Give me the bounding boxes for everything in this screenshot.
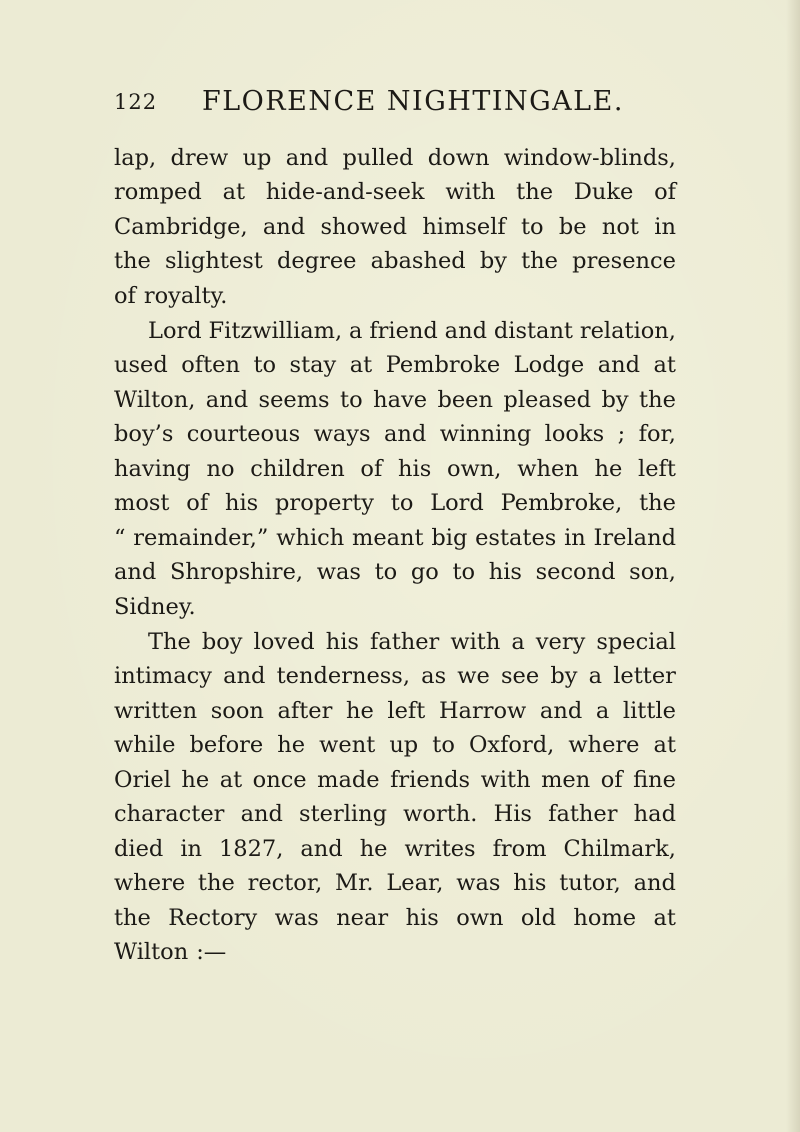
- text-line: [114, 246, 676, 276]
- word: Lord: [430, 490, 484, 516]
- word: at: [349, 352, 373, 378]
- word: father: [548, 801, 618, 827]
- page-number: 122: [114, 90, 158, 114]
- word: boy’s: [114, 421, 174, 447]
- word: we: [457, 663, 490, 689]
- word: hide-and-seek: [265, 179, 425, 205]
- text-line: [114, 419, 676, 449]
- word: and: [262, 214, 306, 240]
- word: of: [360, 456, 383, 482]
- word: showed: [320, 214, 408, 240]
- word: pleased: [503, 387, 592, 413]
- word: fine: [633, 767, 676, 793]
- word: and: [300, 836, 343, 862]
- word: to: [452, 559, 476, 585]
- word: property: [275, 490, 374, 516]
- word: having: [114, 456, 191, 482]
- word: before: [189, 732, 264, 758]
- word: while: [114, 732, 176, 758]
- word: down: [427, 145, 490, 171]
- word: of: [114, 283, 136, 309]
- word: slightest: [165, 248, 263, 274]
- word: ;: [617, 421, 626, 447]
- word: as: [421, 663, 447, 689]
- word: he: [277, 732, 306, 758]
- word: ways: [313, 421, 371, 447]
- text-line: [114, 177, 676, 207]
- word: his: [405, 905, 439, 931]
- word: left: [387, 698, 426, 724]
- word: relation,: [579, 318, 676, 344]
- text-line: [114, 696, 676, 726]
- word: Cambridge,: [114, 214, 248, 240]
- word: no: [206, 456, 235, 482]
- text-line: [114, 350, 676, 380]
- word: to: [390, 490, 414, 516]
- word: Rectory: [168, 905, 258, 931]
- word: up: [242, 145, 272, 171]
- text-line: [114, 281, 235, 311]
- word: and: [383, 421, 427, 447]
- word: big: [431, 525, 468, 551]
- text-line: [148, 627, 676, 657]
- word: distant: [493, 318, 573, 344]
- word: he: [345, 698, 374, 724]
- word: to: [374, 559, 398, 585]
- text-line: [114, 834, 676, 864]
- word: in: [564, 525, 586, 551]
- word: intimacy: [114, 663, 212, 689]
- word: the: [639, 490, 676, 516]
- word: estates: [475, 525, 557, 551]
- word: at: [653, 905, 676, 931]
- word: “: [114, 525, 126, 551]
- text-line: [114, 143, 676, 173]
- word: and: [539, 698, 583, 724]
- word: been: [437, 387, 493, 413]
- word: :—: [196, 939, 227, 965]
- text-line: [114, 488, 676, 518]
- word: the: [516, 179, 554, 205]
- text-line: [114, 212, 676, 242]
- word: old: [520, 905, 557, 931]
- word: Shropshire,: [169, 559, 304, 585]
- word: was: [456, 870, 501, 896]
- word: friends: [390, 767, 471, 793]
- word: and: [285, 145, 329, 171]
- word: rector,: [247, 870, 323, 896]
- word: he: [359, 836, 388, 862]
- word: Duke: [573, 179, 634, 205]
- word: Lodge: [513, 352, 585, 378]
- word: once: [252, 767, 307, 793]
- word: in: [654, 214, 676, 240]
- word: with: [480, 767, 531, 793]
- word: his: [513, 870, 547, 896]
- word: little: [622, 698, 676, 724]
- word: own: [456, 905, 504, 931]
- word: went: [319, 732, 376, 758]
- word: Ireland: [593, 525, 676, 551]
- word: Fitzwilliam,: [208, 318, 343, 344]
- word: boy: [201, 629, 243, 655]
- word: letter: [613, 663, 676, 689]
- word: writes: [404, 836, 476, 862]
- word: lap,: [114, 145, 157, 171]
- word: his: [325, 629, 359, 655]
- word: when: [517, 456, 579, 482]
- word: most: [114, 490, 170, 516]
- word: royalty.: [143, 283, 228, 309]
- word: son,: [629, 559, 676, 585]
- word: made: [317, 767, 380, 793]
- word: after: [277, 698, 333, 724]
- word: by: [601, 387, 629, 413]
- word: father: [369, 629, 440, 655]
- word: with: [445, 179, 496, 205]
- word: men: [541, 767, 591, 793]
- word: which: [276, 525, 345, 551]
- word: Wilton,: [114, 387, 196, 413]
- word: Wilton: [114, 939, 189, 965]
- word: and: [444, 318, 487, 344]
- word: died: [114, 836, 164, 862]
- word: used: [114, 352, 168, 378]
- word: with: [450, 629, 501, 655]
- word: by: [479, 248, 507, 274]
- word: The: [148, 629, 191, 655]
- word: in: [180, 836, 202, 862]
- word: Oriel: [114, 767, 171, 793]
- word: Chilmark,: [563, 836, 676, 862]
- word: not: [601, 214, 639, 240]
- word: to: [432, 732, 455, 758]
- text-line: [114, 592, 204, 622]
- word: to: [253, 352, 277, 378]
- word: for,: [638, 421, 676, 447]
- word: tenderness,: [276, 663, 410, 689]
- word: had: [633, 801, 676, 827]
- word: Oxford,: [468, 732, 555, 758]
- word: Sidney.: [114, 594, 196, 620]
- word: the: [521, 248, 558, 274]
- word: and: [633, 870, 676, 896]
- word: where: [114, 870, 186, 896]
- word: the: [197, 870, 235, 896]
- word: at: [653, 732, 676, 758]
- text-line: [114, 799, 676, 829]
- word: Lear,: [386, 870, 444, 896]
- word: left: [638, 456, 676, 482]
- word: a: [349, 318, 363, 344]
- word: the: [114, 248, 151, 274]
- word: and: [240, 801, 283, 827]
- word: at: [653, 352, 676, 378]
- word: at: [222, 179, 246, 205]
- word: winning: [439, 421, 532, 447]
- word: looks: [544, 421, 605, 447]
- word: up: [389, 732, 419, 758]
- word: a: [588, 663, 603, 689]
- word: a: [511, 629, 525, 655]
- word: have: [373, 387, 428, 413]
- word: children: [250, 456, 345, 482]
- word: seems: [258, 387, 330, 413]
- word: at: [219, 767, 243, 793]
- word: the: [639, 387, 676, 413]
- text-line: [114, 903, 676, 933]
- word: of: [186, 490, 209, 516]
- word: often: [181, 352, 240, 378]
- word: own,: [447, 456, 502, 482]
- word: special: [596, 629, 676, 655]
- word: was: [274, 905, 319, 931]
- word: presence: [572, 248, 676, 274]
- word: from: [492, 836, 547, 862]
- text-line: [148, 316, 676, 346]
- word: remainder,”: [133, 525, 269, 551]
- word: be: [558, 214, 587, 240]
- text-line: [114, 523, 676, 553]
- word: his: [398, 456, 432, 482]
- word: see: [501, 663, 540, 689]
- word: second: [535, 559, 616, 585]
- word: Harrow: [438, 698, 527, 724]
- word: a: [595, 698, 610, 724]
- word: romped: [114, 179, 202, 205]
- word: Lord: [148, 318, 202, 344]
- word: he: [181, 767, 210, 793]
- text-line: [114, 730, 676, 760]
- word: friend: [369, 318, 438, 344]
- word: and: [223, 663, 266, 689]
- word: of: [600, 767, 623, 793]
- word: by: [550, 663, 578, 689]
- word: very: [535, 629, 586, 655]
- word: 1827,: [218, 836, 284, 862]
- word: degree: [276, 248, 357, 274]
- word: to: [521, 214, 544, 240]
- word: meant: [351, 525, 424, 551]
- word: and: [114, 559, 157, 585]
- word: sterling: [299, 801, 387, 827]
- word: Pembroke: [385, 352, 501, 378]
- word: and: [205, 387, 249, 413]
- word: tutor,: [559, 870, 621, 896]
- running-title: FLORENCE NIGHTINGALE.: [202, 86, 624, 117]
- word: was: [316, 559, 361, 585]
- word: worth.: [403, 801, 478, 827]
- word: His: [493, 801, 532, 827]
- word: stay: [289, 352, 337, 378]
- text-line: [114, 557, 676, 587]
- word: character: [114, 801, 225, 827]
- word: and: [597, 352, 641, 378]
- word: drew: [170, 145, 229, 171]
- word: he: [594, 456, 623, 482]
- word: of: [654, 179, 676, 205]
- word: written: [114, 698, 198, 724]
- word: Mr.: [335, 870, 374, 896]
- word: the: [114, 905, 151, 931]
- word: where: [568, 732, 640, 758]
- word: Pembroke,: [500, 490, 623, 516]
- text-line: [114, 661, 676, 691]
- word: to: [340, 387, 363, 413]
- word: his: [488, 559, 522, 585]
- text-line: [114, 868, 676, 898]
- word: his: [224, 490, 259, 516]
- word: near: [336, 905, 389, 931]
- word: pulled: [342, 145, 414, 171]
- text-line: [114, 385, 676, 415]
- word: window-blinds,: [503, 145, 676, 171]
- word: soon: [210, 698, 264, 724]
- text-line: [114, 765, 676, 795]
- word: himself: [422, 214, 506, 240]
- word: abashed: [370, 248, 466, 274]
- word: courteous: [186, 421, 301, 447]
- word: go: [410, 559, 439, 585]
- word: home: [573, 905, 637, 931]
- text-line: [114, 454, 676, 484]
- text-line: [114, 937, 234, 967]
- word: loved: [253, 629, 315, 655]
